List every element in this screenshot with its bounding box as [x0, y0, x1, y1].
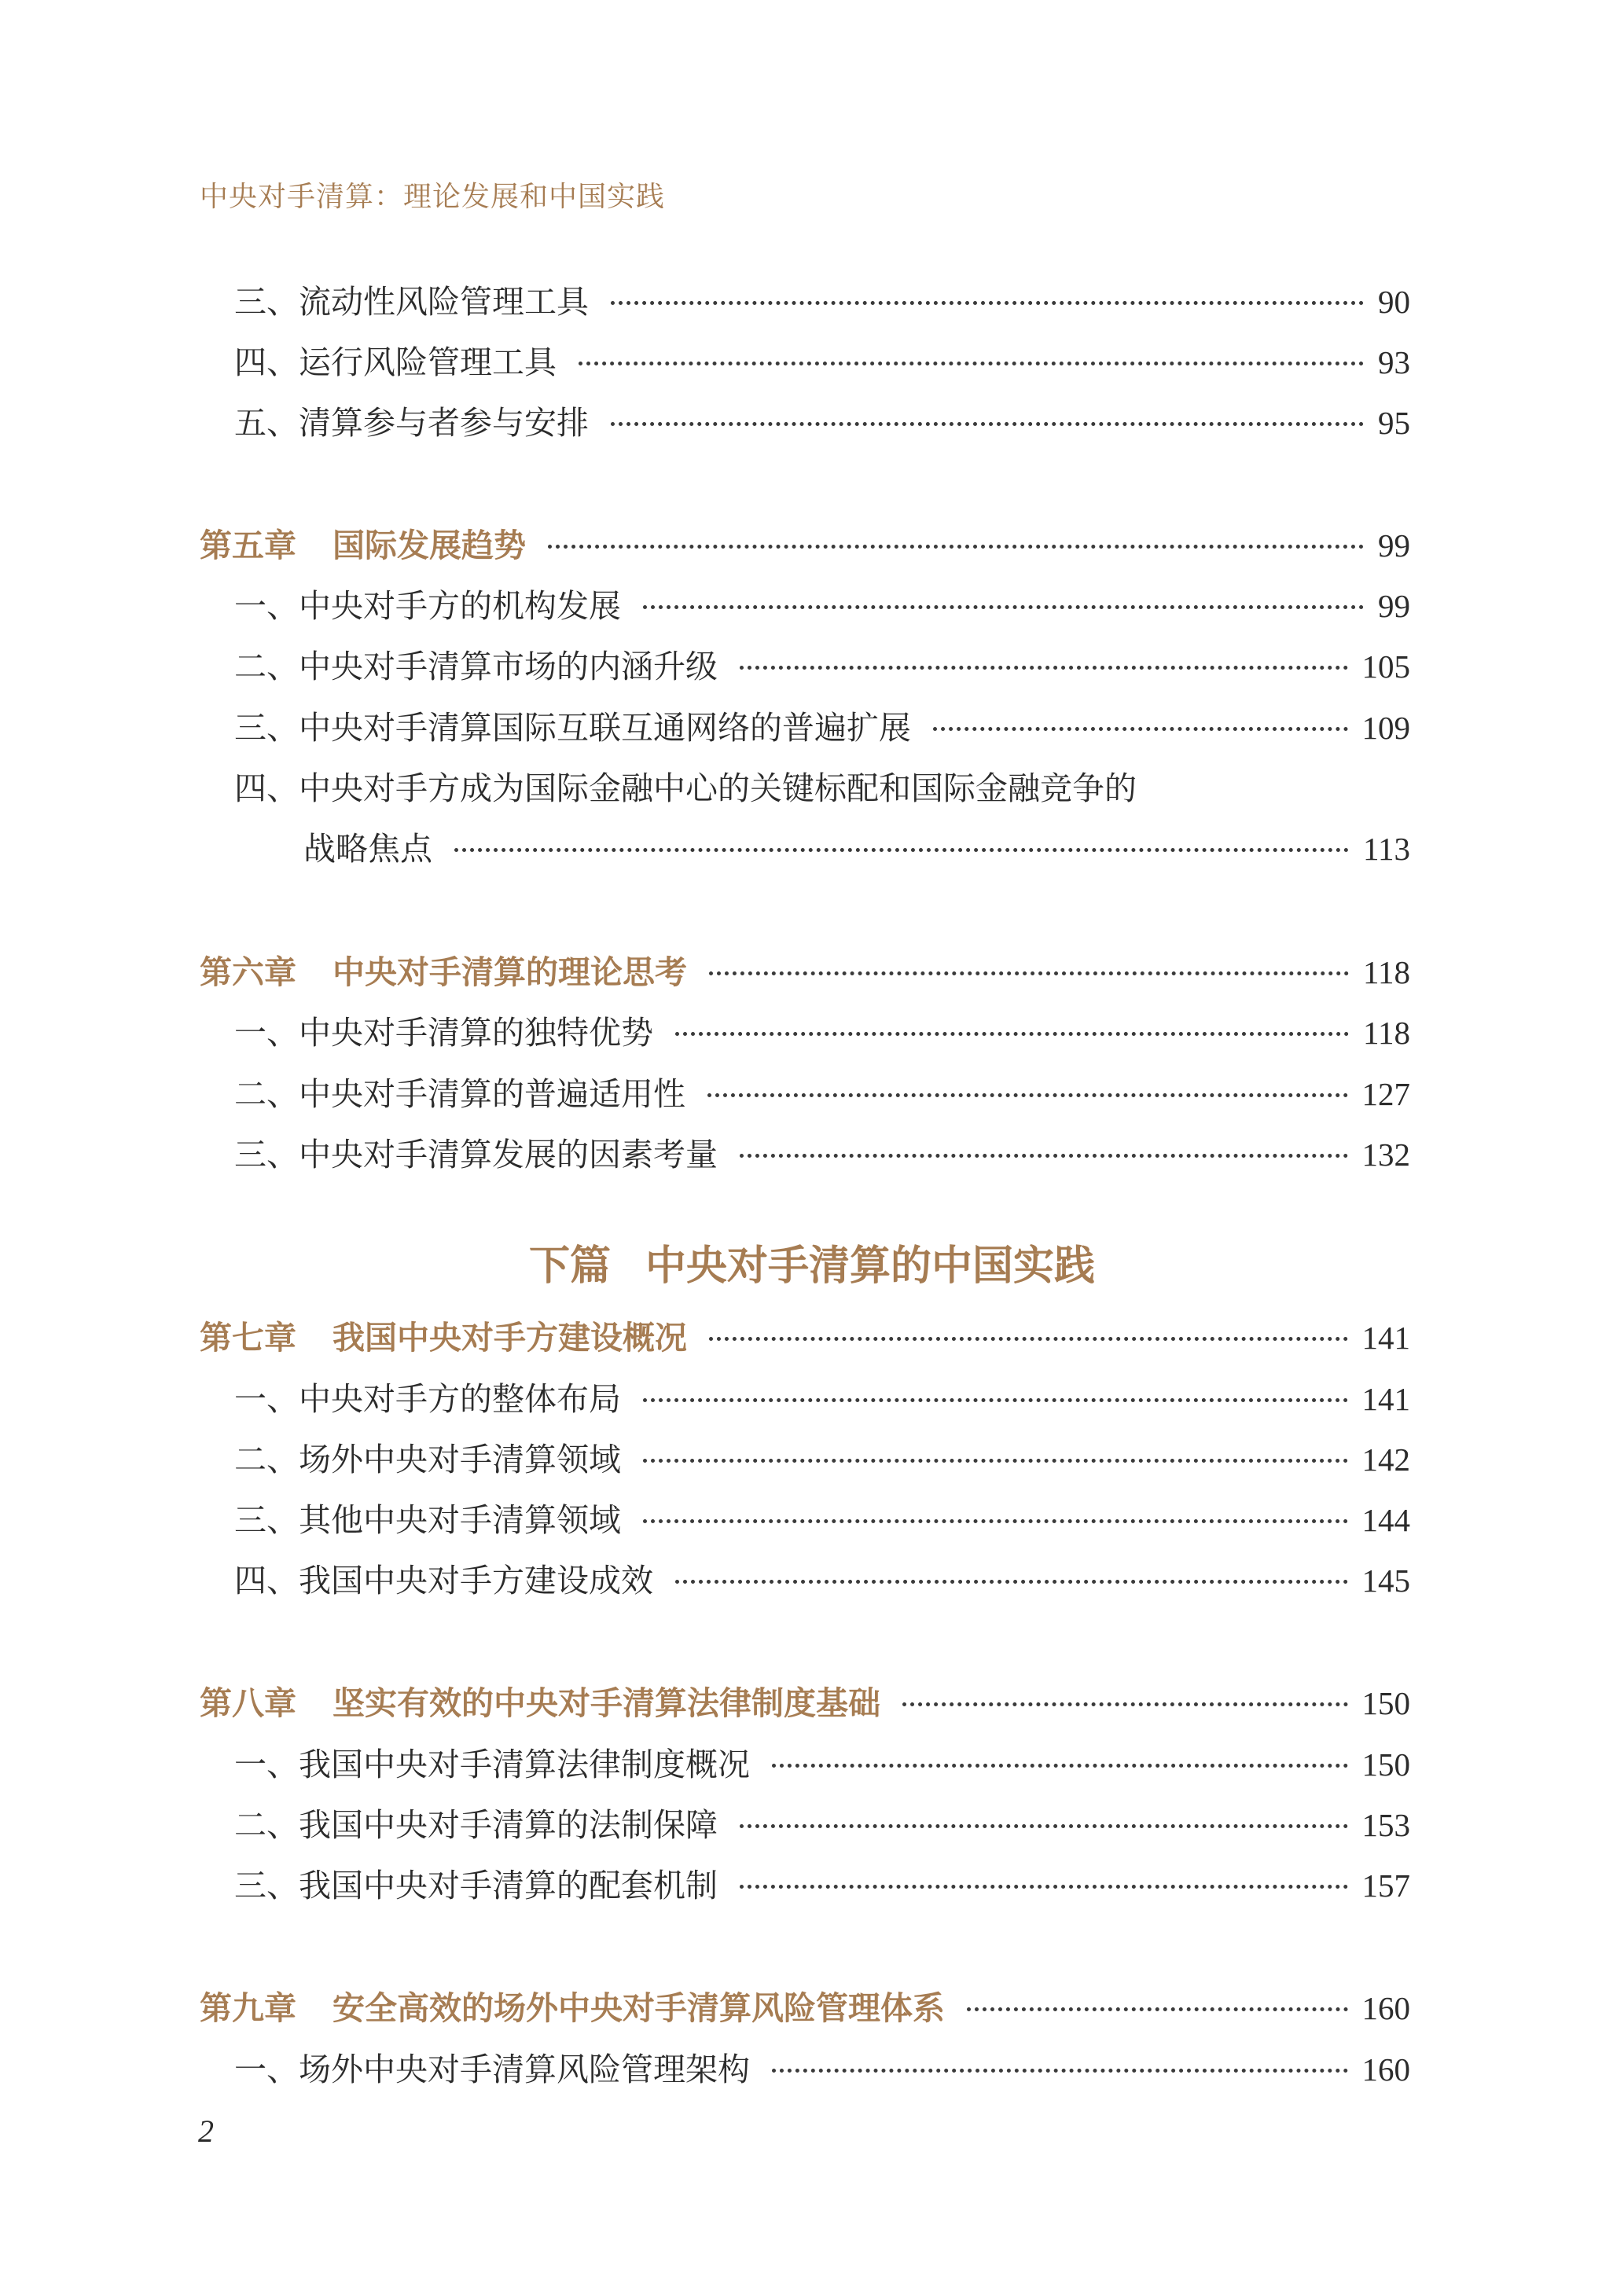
toc-entry[interactable] — [234, 587, 1410, 625]
chapter-name: 中央对手清算的理论思考 — [333, 953, 687, 991]
toc-entry-page: 144 — [1361, 1502, 1410, 1538]
dot-leader — [707, 1093, 1348, 1097]
dot-leader — [967, 2007, 1348, 2011]
dot-leader — [643, 1398, 1348, 1402]
dot-leader — [643, 1519, 1348, 1523]
toc-entry-page: 153 — [1361, 1807, 1410, 1843]
dot-leader — [709, 971, 1349, 975]
toc-entry[interactable] — [234, 1136, 1410, 1173]
dot-leader — [709, 1337, 1348, 1341]
toc-entry-title: 四、中央对手方成为国际金融中心的关键标配和国际金融竞争的 — [234, 769, 1137, 807]
toc-entry-title: 二、场外中央对手清算领域 — [234, 1441, 621, 1478]
chapter-number: 第六章 — [200, 953, 296, 991]
toc-entry-page: 160 — [1361, 2051, 1410, 2088]
chapter-number: 第七章 — [200, 1319, 296, 1357]
toc-entry-page: 141 — [1361, 1320, 1410, 1356]
dot-leader — [740, 1154, 1348, 1158]
dot-leader — [740, 1824, 1348, 1828]
toc-entry-page: 132 — [1361, 1136, 1410, 1173]
toc-entry-page: 99 — [1378, 588, 1410, 624]
toc-entry-page: 113 — [1363, 831, 1410, 867]
toc-entry-title: 三、流动性风险管理工具 — [234, 283, 589, 321]
dot-leader — [643, 605, 1364, 609]
toc-entry-title: 三、其他中央对手清算领域 — [234, 1501, 621, 1539]
chapter-name: 我国中央对手方建设概况 — [333, 1319, 687, 1357]
toc-entry[interactable] — [234, 2051, 1410, 2088]
toc-entry-title: 战略焦点 — [303, 830, 432, 868]
toc-entry-line[interactable] — [234, 769, 1137, 807]
toc-entry-continuation[interactable] — [303, 830, 1410, 868]
toc-entry-title: 四、运行风险管理工具 — [234, 343, 557, 381]
toc-entry[interactable] — [234, 648, 1410, 685]
toc-entry-title: 五、清算参与者参与安排 — [234, 404, 589, 442]
part-title: 中央对手清算的中国实践 — [645, 1242, 1096, 1290]
toc-entry[interactable] — [234, 1014, 1410, 1052]
toc-entry-page: 157 — [1361, 1867, 1410, 1904]
toc-entry-page: 105 — [1361, 648, 1410, 685]
dot-leader — [933, 727, 1348, 731]
toc-entry[interactable] — [234, 283, 1410, 321]
dot-leader — [902, 1702, 1348, 1706]
toc-entry-page: 150 — [1361, 1685, 1410, 1721]
toc-entry-page: 93 — [1378, 344, 1410, 380]
toc-entry[interactable] — [234, 1441, 1410, 1478]
toc-entry-title: 三、中央对手清算发展的因素考量 — [234, 1136, 718, 1173]
toc-entry-page: 150 — [1361, 1746, 1410, 1783]
toc-entry[interactable] — [234, 709, 1410, 747]
toc-entry-page: 99 — [1378, 527, 1410, 564]
chapter-name: 国际发展趋势 — [333, 527, 526, 564]
toc-entry[interactable] — [234, 1867, 1410, 1904]
toc-entry[interactable] — [234, 1380, 1410, 1418]
part-label: 下篇 — [528, 1242, 611, 1290]
dot-leader — [611, 301, 1364, 305]
toc-entry-page: 142 — [1361, 1441, 1410, 1478]
toc-entry-page: 145 — [1361, 1562, 1410, 1599]
running-head: 中央对手清算：理论发展和中国实践 — [200, 181, 666, 213]
dot-leader — [740, 1885, 1348, 1889]
toc-entry-title: 二、我国中央对手清算的法制保障 — [234, 1806, 718, 1844]
toc-entry-page: 118 — [1363, 954, 1410, 990]
dot-leader — [548, 545, 1364, 549]
toc-chapter-entry[interactable] — [200, 1989, 1410, 2027]
toc-entry-page: 95 — [1378, 405, 1410, 441]
chapter-name: 安全高效的场外中央对手清算风险管理体系 — [333, 1989, 945, 2027]
dot-leader — [643, 1459, 1348, 1463]
toc-entry-title: 三、中央对手清算国际互联互通网络的普遍扩展 — [234, 709, 911, 747]
part-heading — [0, 1232, 1624, 1291]
toc-entry-page: 90 — [1378, 284, 1410, 320]
toc-entry-title: 一、场外中央对手清算风险管理架构 — [234, 2051, 750, 2088]
page-number: 2 — [198, 2113, 214, 2149]
toc-entry-title: 四、我国中央对手方建设成效 — [234, 1562, 653, 1599]
toc-chapter-title — [200, 1989, 945, 2027]
toc-entry-page: 118 — [1363, 1015, 1410, 1051]
dot-leader — [675, 1580, 1348, 1584]
toc-entry[interactable] — [234, 404, 1410, 442]
toc-entry-page: 109 — [1361, 710, 1410, 746]
chapter-number: 第九章 — [200, 1989, 296, 2027]
toc-entry-title: 二、中央对手清算的普遍适用性 — [234, 1075, 685, 1113]
dot-leader — [740, 666, 1348, 670]
toc-entry-title: 一、中央对手清算的独特优势 — [234, 1014, 653, 1052]
toc-entry-title: 三、我国中央对手清算的配套机制 — [234, 1867, 718, 1904]
toc-entry[interactable] — [234, 1501, 1410, 1539]
toc-chapter-title — [200, 1684, 880, 1722]
dot-leader — [772, 2069, 1348, 2073]
toc-entry[interactable] — [234, 1806, 1410, 1844]
toc-chapter-title — [200, 527, 526, 564]
toc-chapter-entry[interactable] — [200, 1684, 1410, 1722]
toc-entry[interactable] — [234, 1746, 1410, 1783]
toc-entry[interactable] — [234, 1562, 1410, 1599]
toc-entry-title: 一、我国中央对手清算法律制度概况 — [234, 1746, 750, 1783]
dot-leader — [772, 1764, 1348, 1768]
toc-entry-page: 160 — [1361, 1990, 1410, 2026]
chapter-number: 第八章 — [200, 1684, 296, 1722]
chapter-name: 坚实有效的中央对手清算法律制度基础 — [333, 1684, 880, 1722]
dot-leader — [454, 848, 1349, 852]
toc-entry[interactable] — [234, 1075, 1410, 1113]
toc-chapter-entry[interactable] — [200, 527, 1410, 564]
dot-leader — [611, 422, 1364, 426]
toc-entry-title: 二、中央对手清算市场的内涵升级 — [234, 648, 718, 685]
toc-chapter-title — [200, 953, 687, 991]
toc-entry-page: 127 — [1361, 1076, 1410, 1112]
toc-entry-title: 一、中央对手方的机构发展 — [234, 587, 621, 625]
dot-leader — [675, 1032, 1349, 1036]
dot-leader — [579, 362, 1364, 365]
chapter-number: 第五章 — [200, 527, 296, 564]
toc-chapter-entry[interactable] — [200, 953, 1410, 991]
toc-chapter-title — [200, 1319, 687, 1357]
toc-entry-page: 141 — [1361, 1381, 1410, 1417]
toc-entry[interactable] — [234, 343, 1410, 381]
toc-entry-title: 一、中央对手方的整体布局 — [234, 1380, 621, 1418]
toc-chapter-entry[interactable] — [200, 1319, 1410, 1357]
